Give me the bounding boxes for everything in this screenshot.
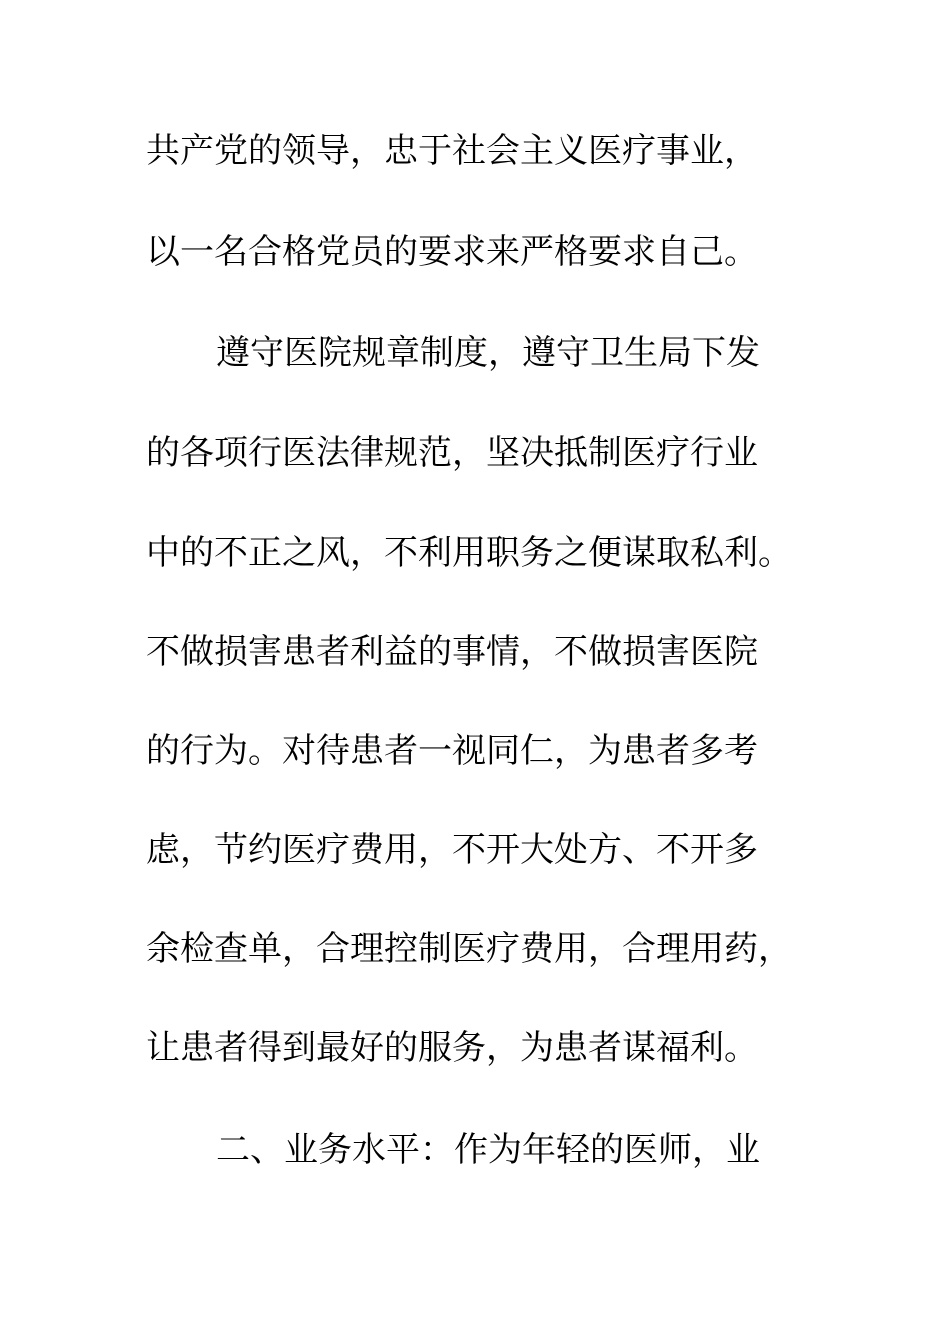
text-line-9: 余检查单，合理控制医疗费用，合理用药，: [146, 929, 792, 969]
paragraph-start-line-3: 遵守医院规章制度，遵守卫生局下发: [216, 333, 760, 373]
text-line-6: 不做损害患者利益的事情，不做损害医院: [146, 632, 758, 672]
text-line-5: 中的不正之风，不利用职务之便谋取私利。: [146, 533, 792, 573]
text-line-7: 的行为。对待患者一视同仁，为患者多考: [146, 731, 758, 771]
text-line-4: 的各项行医法律规范，坚决抵制医疗行业: [146, 433, 758, 473]
text-line-2: 以一名合格党员的要求来严格要求自己。: [146, 232, 758, 272]
text-line-1: 共产党的领导，忠于社会主义医疗事业，: [146, 131, 758, 171]
section-heading-line-11: 二、业务水平：作为年轻的医师，业: [216, 1130, 760, 1170]
text-line-10: 让患者得到最好的服务，为患者谋福利。: [146, 1028, 758, 1068]
text-line-8: 虑，节约医疗费用，不开大处方、不开多: [146, 830, 758, 870]
